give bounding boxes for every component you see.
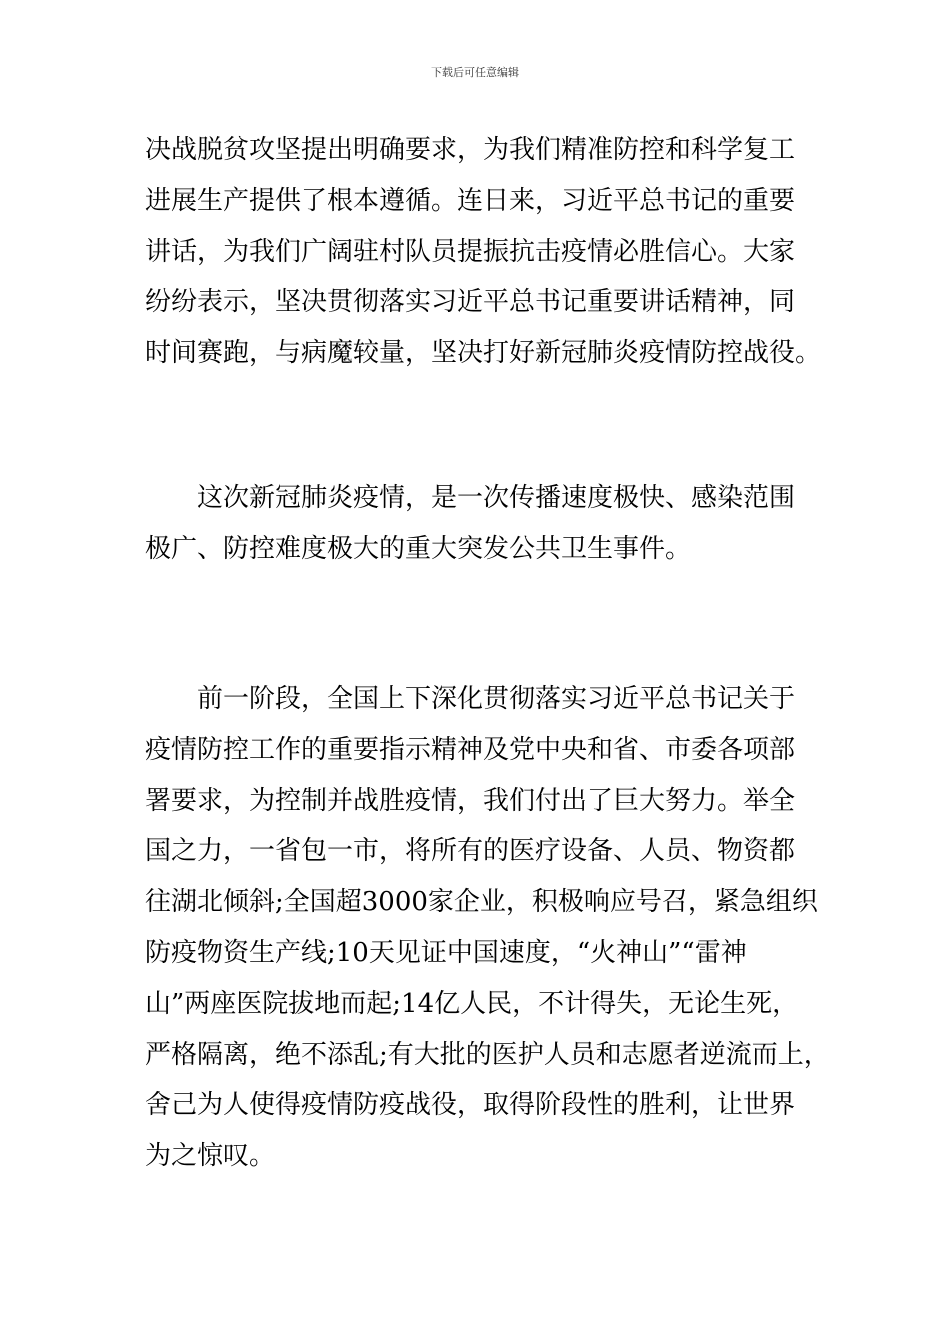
paragraph-line: 疫情防控工作的重要指示精神及党中央和省、市委各项部 [145, 734, 796, 765]
paragraph-3 [145, 674, 830, 1182]
paragraph-line: 防疫物资生产线;10天见证中国速度，“火神山”“雷神 [145, 937, 747, 968]
paragraph-line: 前一阶段，全国上下深化贯彻落实习近平总书记关于 [197, 684, 796, 714]
paragraph-2 [145, 473, 810, 575]
paragraph-line: 讲话，为我们广阔驻村队员提振抗击疫情必胜信心。大家 [145, 236, 796, 267]
paragraph-line: 这次新冠肺炎疫情，是一次传播速度极快、感染范围 [197, 483, 796, 513]
paragraph-line: 舍己为人使得疫情防疫战役，取得阶段性的胜利，让世界 [145, 1090, 796, 1121]
paragraph-line: 进展生产提供了根本遵循。连日来，习近平总书记的重要 [145, 185, 796, 216]
paragraph-line: 署要求，为控制并战胜疫情，我们付出了巨大努力。举全 [145, 785, 796, 816]
paragraph-line: 国之力，一省包一市，将所有的医疗设备、人员、物资都 [145, 836, 796, 867]
paragraph-line: 纷纷表示，坚决贯彻落实习近平总书记重要讲话精神，同 [145, 287, 796, 318]
paragraph-line: 为之惊叹。 [145, 1141, 276, 1172]
paragraph-line: 严格隔离，绝不添乱;有大批的医护人员和志愿者逆流而上， [145, 1039, 830, 1070]
paragraph-1 [145, 125, 822, 379]
paragraph-line: 往湖北倾斜;全国超3000家企业，积极响应号召，紧急组织 [145, 887, 818, 918]
paragraph-line: 时间赛跑，与病魔较量，坚决打好新冠肺炎疫情防控战役。 [145, 338, 822, 369]
paragraph-line: 决战脱贫攻坚提出明确要求，为我们精准防控和科学复工 [145, 135, 796, 165]
paragraph-line: 极广、防控难度极大的重大突发公共卫生事件。 [145, 533, 692, 564]
page-header: 下载后可任意编辑 [431, 66, 519, 79]
paragraph-line: 山”两座医院拔地而起;14亿人民，不计得失，无论生死， [145, 988, 799, 1019]
